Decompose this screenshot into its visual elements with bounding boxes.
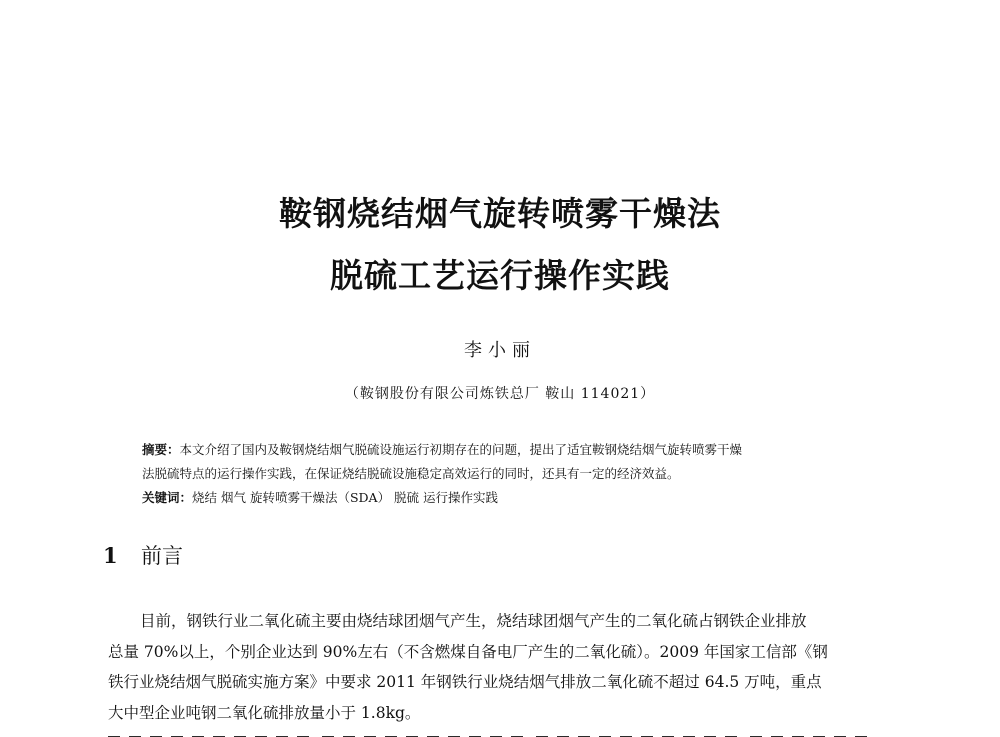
section-heading-introduction [103,540,183,570]
abstract-line-2 [142,464,882,482]
abstract-text-2: 法脱硫特点的运行操作实践，在保证烧结脱硫设施稳定高效运行的同时，还具有一定的经济效益。 [142,466,680,481]
abstract-text-1: 本文介绍了国内及鞍钢烧结烟气脱硫设施运行初期存在的问题，提出了适宜鞍钢烧结烟气旋转喷雾干燥 [179,442,743,457]
paper-title-line-1: 鞍钢烧结烟气旋转喷雾干燥法 [279,194,721,233]
abstract-line-1 [142,440,882,458]
keywords-text: 烧结 烟气 旋转喷雾干燥法（SDA） 脱硫 运行操作实践 [192,490,499,505]
section-title: 前言 [141,544,183,568]
body-line-4: 大中型企业吨钢二氧化硫排放量小于 1.8kg。 [108,704,421,722]
author-affiliation: （鞍钢股份有限公司炼铁总厂 鞍山 114021） [344,386,656,402]
section-number: 1 [103,543,118,568]
cut-off-text-row [108,730,898,737]
body-line-3: 铁行业烧结烟气脱硫实施方案》中要求 2011 年钢铁行业烧结烟气排放二氧化硫不超过 64.5 万吨，重点 [108,673,822,691]
body-line-2: 总量 70%以上，个别企业达到 90%左右（不含燃煤自备电厂产生的二氧化硫）。2009 年国家工信部《钢 [108,643,828,661]
keywords-line [142,488,882,506]
abstract-label: 摘要： [142,442,180,457]
author-name: 李小丽 [464,340,536,361]
keywords-label: 关键词： [142,490,193,505]
paper-title-line-2: 脱硫工艺运行操作实践 [330,256,670,295]
body-line-1: 目前，钢铁行业二氧化硫主要由烧结球团烟气产生，烧结球团烟气产生的二氧化硫占钢铁企业排放 [140,612,807,630]
